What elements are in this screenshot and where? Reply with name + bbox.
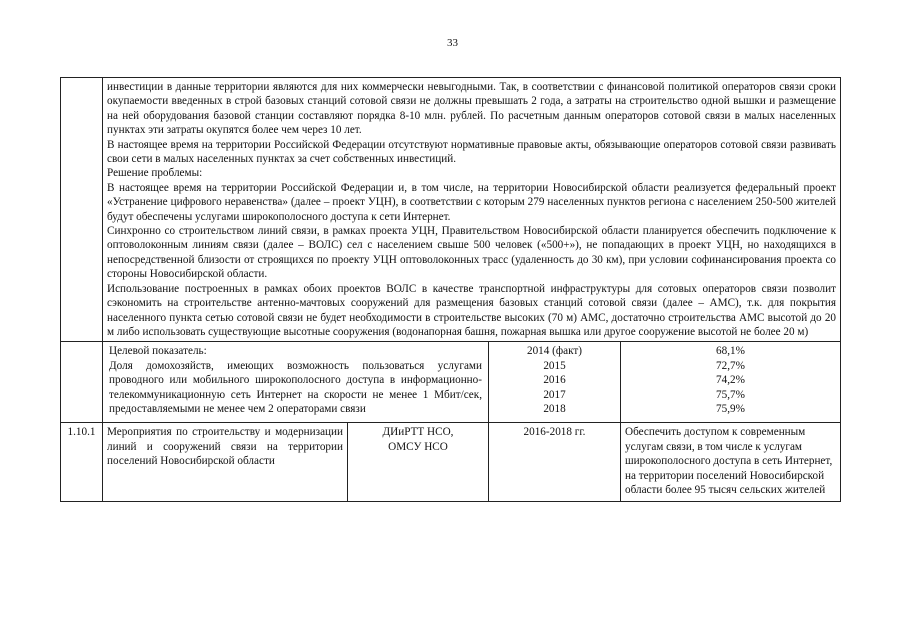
- indicator-year: 2014 (факт): [526, 345, 582, 358]
- indicator-value: 75,7%: [716, 388, 745, 401]
- measure-row: [61, 423, 841, 502]
- measure-period: 2016-2018 гг.: [489, 423, 621, 502]
- indicator-year: 2017: [543, 388, 566, 401]
- empty-number-cell: [61, 342, 103, 423]
- indicator-value: 68,1%: [716, 345, 745, 358]
- empty-number-cell: [61, 78, 103, 342]
- paragraph-solution-heading: Решение проблемы:: [107, 167, 203, 180]
- problem-description-cell: [103, 78, 841, 342]
- measure-result: Обеспечить доступом к современным услугам связи, в том числе к услугам широкополосного доступа в сеть Интернет, на территории поселений Новосибирской области более 95 тысяч сельских жителей: [621, 423, 841, 502]
- program-table: [60, 77, 841, 502]
- paragraph-ams-savings: Использование построенных в рамках обоих проектов ВОЛС в качестве транспортной инфраструктуры для сотовых операторов связи позволит сэкономить на строительстве антенно-мачтовых сооружений для размещения базовых станций сотовой связи (далее – АМС), т.к. для покрытия населенного пункта сетью сотовой связи не будет необходимости в строительстве высоких (70 м) АМС, достаточно строительства АМС высотой до 20 м либо использовать существующие высотные сооружения (водонапорная башня, пожарная вышка или другое сооружение высотой не более 20 м): [107, 282, 837, 338]
- measure-executor: ДИиРТТ НСО,: [382, 426, 454, 439]
- problem-description-row: [61, 78, 841, 342]
- indicator-year: 2015: [543, 359, 566, 372]
- measure-name: Мероприятия по строительству и модернизации линий и сооружений связи на территории поселений Новосибирской области: [103, 423, 348, 502]
- measure-executor: ОМСУ НСО: [388, 440, 448, 453]
- indicator-title: Целевой показатель:: [109, 345, 207, 358]
- measure-executors-cell: [348, 423, 489, 502]
- measure-number: 1.10.1: [61, 423, 103, 502]
- paragraph-funding: инвестиции в данные территории являются для них коммерчески невыгодными. Так, в соответствии с финансовой политикой операторов связи сроки окупаемости введенных в строй базовых станций сотовой связи не должны превышать 2 года, а затраты на строительство одной вышки и размещение на ней оборудования базовой станции составляют порядка 8-10 млн. рублей. По расчетным данным операторов сотовой связи в малых населенных пунктах эти затраты окупятся более чем через 10 лет.: [107, 81, 837, 137]
- indicator-years-cell: [489, 342, 621, 423]
- indicator-year: 2016: [543, 374, 566, 387]
- indicator-label-cell: [103, 342, 489, 423]
- indicator-description: Доля домохозяйств, имеющих возможность пользоваться услугами проводного или мобильного широкополосного доступа в информационно-телекоммуникационную сеть Интернет на скорости не менее 1 Мбит/сек, предоставляемыми не менее чем 2 операторами связи: [109, 359, 482, 415]
- indicator-value: 74,2%: [716, 374, 745, 387]
- indicator-year: 2018: [543, 402, 566, 415]
- paragraph-fiber-connection: Синхронно со строительством линий связи, в рамках проекта УЦН, Правительством Новосибирской области планируется обеспечить подключение к оптоволоконным линиям связи (далее – ВОЛС) сел с населением свыше 500 человек («500+»), не попадающих в проект УЦН, но находящихся в непосредственной близости от строящихся по проекту УЦН оптоволоконных трасс (удаленность до 30 км), при условии софинансирования проекта со стороны Новосибирской области.: [107, 225, 837, 281]
- indicator-values-cell: [621, 342, 841, 423]
- paragraph-regulation: В настоящее время на территории Российской Федерации отсутствуют нормативные правовые акты, обязывающие операторов сотовой связи развивать свои сети в малых населенных пунктах за счет собственных инвестиций.: [107, 138, 837, 166]
- indicator-row: [61, 342, 841, 423]
- indicator-value: 72,7%: [716, 359, 745, 372]
- paragraph-ucn-project: В настоящее время на территории Российской Федерации и, в том числе, на территории Новосибирской области реализуется федеральный проект «Устранение цифрового неравенства» (далее – проект УЦН), в соответствии с которым 279 населенных пунктов региона с населением 250-500 жителей будут обеспечены услугами широкополосного доступа к сети Интернет.: [107, 181, 837, 223]
- indicator-value: 75,9%: [716, 402, 745, 415]
- page-number: 33: [447, 37, 458, 49]
